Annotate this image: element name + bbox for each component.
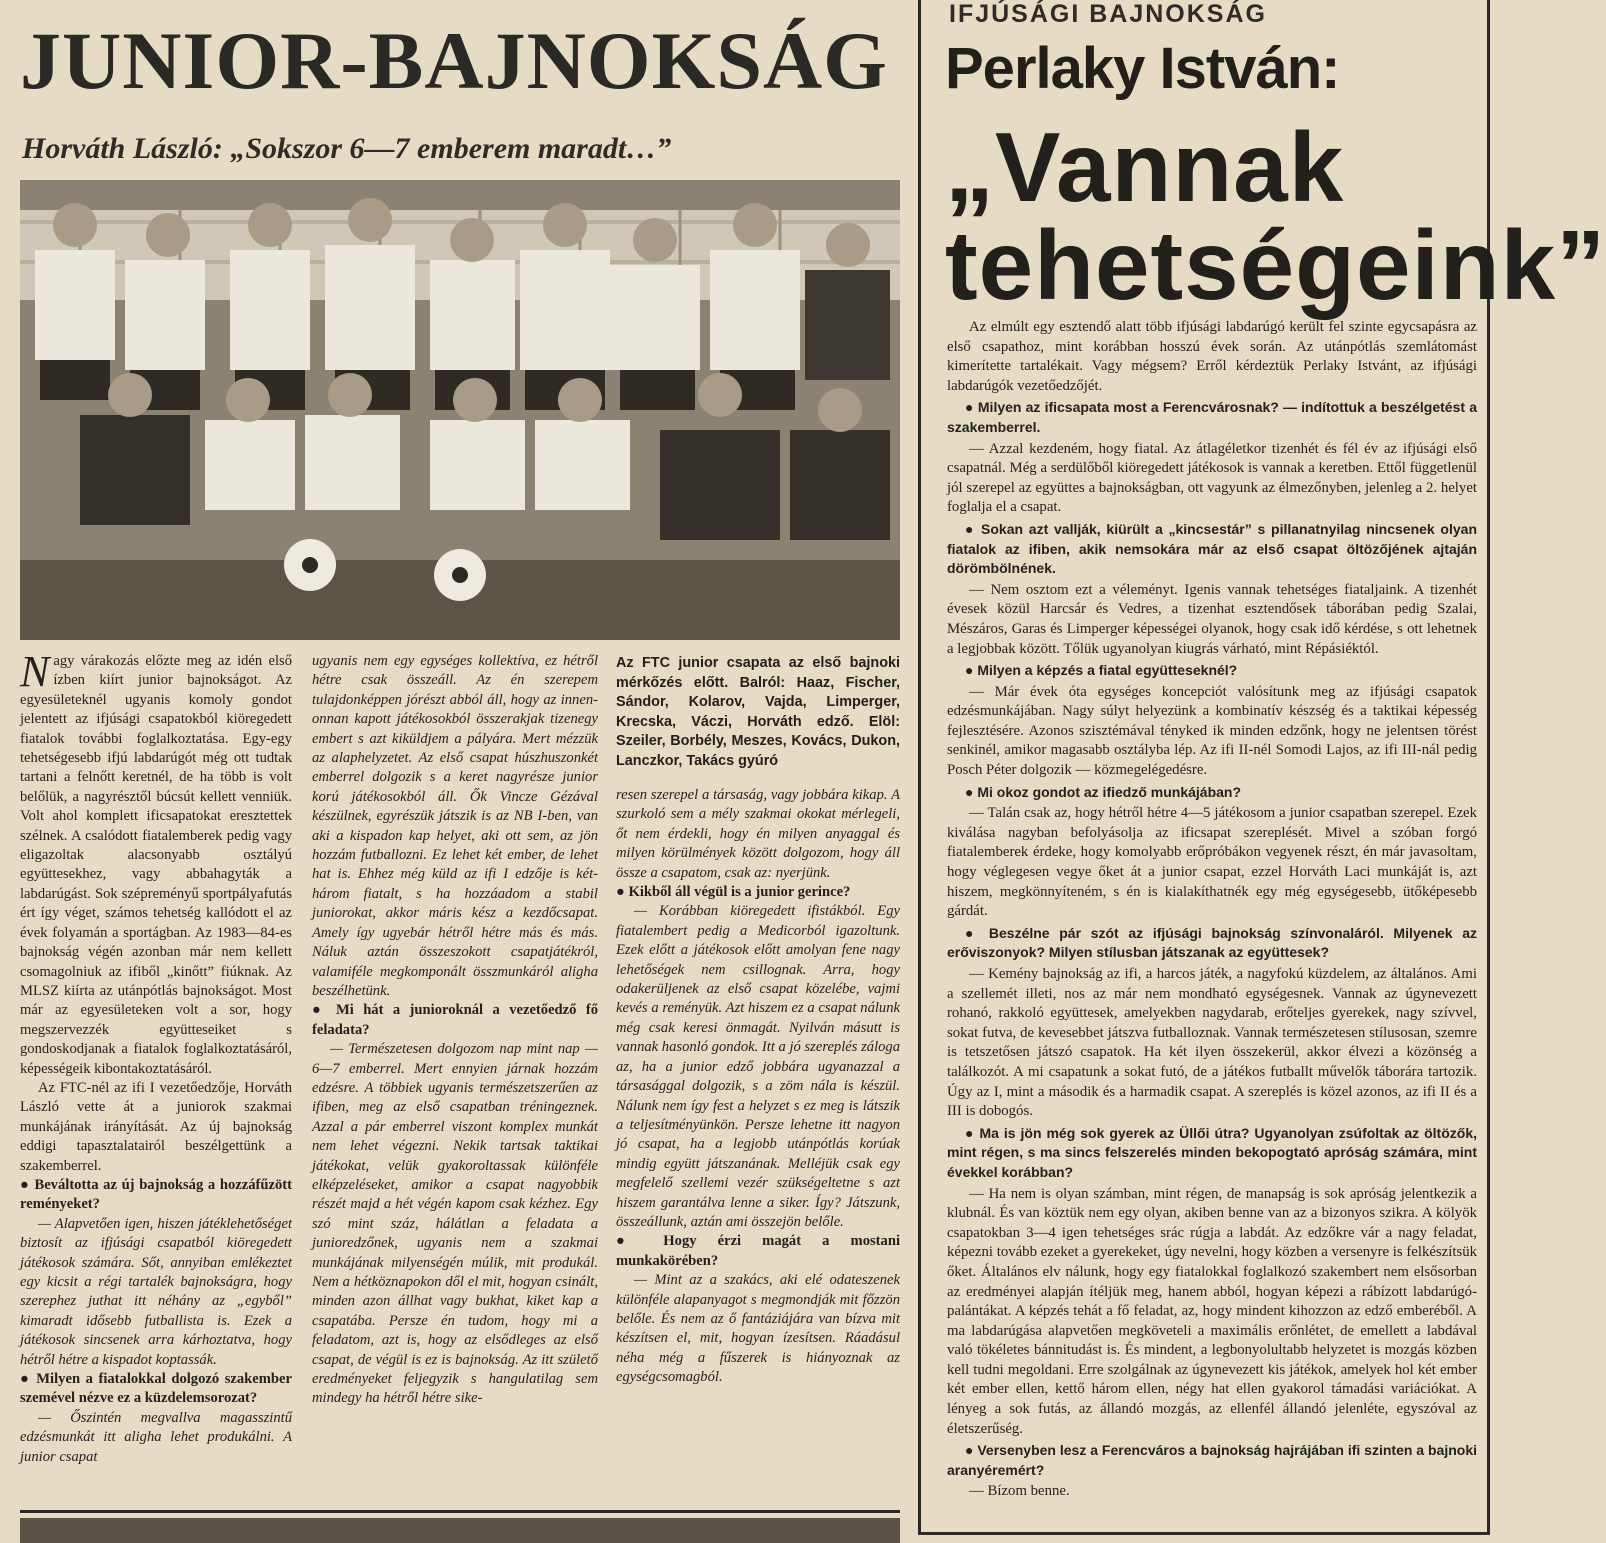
team-photo-illustration bbox=[20, 180, 900, 640]
col1-answer: — Alapvetően igen, hiszen játéklehetőséget biztosít az ifjúsági csapatból kiöregedett játékosok számára. Sőt, annyiban emlékeztet egy kicsit a régi tartalék bajnokságra, hogy szerephez juthat itt néhány az „egyből” kimaradt idősebb futballista is. Ezek a játékosok sincsenek arra kárhoztatva, hogy hétről hétre a kispadot koptassák. bbox=[20, 1215, 292, 1368]
col3-answer: — Korábban kiöregedett ifistákból. Egy fiatalembert pedig a Medicorból igazoltunk. Ezek előtt a játékosok előtt amolyan fene nagy lehetőségek nem csillognak. Arra, hogy odakerüljenek az első csapat közelébe, vajmi kevés a reményük. Azt hiszem ez a csapat nálunk még csak keresi önmagát. Nyilván másutt is vannak hasonló gondok. Itt a jó szereplés záloga az, ha a junior edző jobbára ugyanazzal a társasággal dolgozik, s a zöm nála is készül. Nálunk nem így fest a helyzet s ez meg is látszik a teljesítményünkön. Persze lehetne itt nagyon jó csapat, ha a legjobb utánpótlás korúak mindig együtt játszanának. Melléjük csak egy megfelelő szellemi vezér szükségeltetne s azt hiszem garantálva lenne a siker. Így? Játszunk, összeállunk, aztán ami összejön belőle. bbox=[616, 903, 901, 1230]
interview-question: ● Sokan azt vallják, kiürült a „kincsestár” s pillanatnyilag nincsenek olyan fiatalok az ifiben, akik nemsokára már az első csapat öltözőjének ajtaján dörömbölnének. bbox=[947, 520, 1477, 577]
interview-question: ● Beszélne pár szót az ifjúsági bajnokság színvonaláról. Milyenek az erőviszonyok? Milyen stílusban játszanak az együttesek? bbox=[947, 924, 1477, 961]
team-photo bbox=[20, 180, 900, 640]
col2-answer: — Természetesen dolgozom nap mint nap — 6—7 emberrel. Mert ennyien járnak hozzám edzésre. A többiek ugyanis természetszerűen az ifiben, meg az első csapatban tréningeznek. Azzal a pár emberrel viszont komplex munkát nem lehet végezni. Nekik tartsak taktikai játékokat, velük gyakoroltassak különféle elképzeléseket, amikor a csapat nagyobbik részét majd a hét végén kapom csak kézhez. Egy szó mint száz, hálátlan a feladata a junioredzőnek, ugyanis nem a szakmai munkájának milyenségén múlik, mit produkál. Nem a hétköznapokon dől el mit, hogyan csinált, minden azon állhat vagy bukhat, kiket kap a csapatába. Persze én tudom, hogy mi a feladatom, azt is, hogy az elsődleges az első csapat, de végül is ez is bajnokság. Az itt születő eredményeket feljegyzik s hangulatilag sem mindegy ha hétről hétre sike- bbox=[312, 1041, 598, 1407]
drop-cap: N bbox=[20, 647, 50, 696]
interview-answer: — Kemény bajnokság az ifi, a harcos játék, a nagyfokú küzdelem, az általános. Ami a szellemét illeti, nos az már nem mondható egységesnek. Vannak az úgynevezett rohanó, rakkoló együttesek, amelyekben nagydarab, erőteljes gyerekek, nagy szívvel, sokat futva, de kevesebbet játszva futballoznak. Vannak természetesen stílusosan, szemre is tetszetősen játszó csapatok. Ha két ilyen összekerül, akkor élvezi a közönség a találkozót. A mi csapatunk a sokat futó, de a játékos futballt művelők táborára tartozik. Úgy az I, mint a második és a harmadik csapat. A szereplés is közel azonos, az ifi II és a III is dobogós. bbox=[947, 966, 1477, 1120]
interview-answer: — Talán csak az, hogy hétről hétre 4—5 játékosom a junior csapatban szerepel. Ezek kiválása nagyban befolyásolja az ificsapat szereplését. Mivel a szóban forgó fiatalemberek érdeke, hogy komolyabb erőpróbákon vegyenek részt, én már javasoltam, hogy véglegesen vegye őket át a junior csapat, ezzel Horváth Laci munkáját is, azt hiszem, megkönnyíteném, s én is kialakíthatnék egy még egységesebb, ütőképesebb gárdát. bbox=[947, 805, 1477, 920]
article-headline: JUNIOR-BAJNOKSÁG bbox=[20, 15, 888, 106]
col1-question: ● Beváltotta az új bajnokság a hozzáfűzött reményeket? bbox=[20, 1176, 292, 1213]
perlaky-article bbox=[918, 0, 1606, 1535]
interview-answer: — Nem osztom ezt a véleményt. Igenis vannak tehetséges fiataljaink. A tizenhét évesek közül Harcsár és Vedres, a tizenhat esztendősek táborában pedig Szalai, Mészáros, Garas és Limperger képességei olyanok, hogy csak idő kérdése, s ott lehetnek a legjobbak között. Tőlük ugyanolyan kiugrás várható, mint Répásiéktól. bbox=[947, 581, 1477, 657]
title-line-1: Perlaky István: bbox=[945, 36, 1340, 101]
col3-question: ● Hogy érzi magát a mostani munkakörében? bbox=[616, 1233, 900, 1269]
interview-answer: — Ha nem is olyan számban, mint régen, de manapság is sok apróság jelentkezik a klubnál. És van köztük nem egy olyan, akiben benne van az a bizonyos szikra. A kölyök csapatokban 3—4 igen tehetséges srác rúgja a labdát. Az edzőkre vár a nagy feladat, képezni tovább ezeket a gyerekeket, úgy nevelni, hogy közben a versenyre is felkészítsük őket. Általános elv nálunk, hogy egy fiatalokkal foglalkozó szakembert nem elsősorban az eredményei alapján ítéljük meg, hanem abból, hogyan képezi a rábízott labdarúgó-palántákat. A képzés tehát a fő feladat, az, hogy mindent kihozzon az edző emberéből. A ma labdarúgása alapvetően megköveteli a maximális erőnlétet, de emellett a labdával való tökéletes bánnitudást is. És mindent, a legbonyolultabb helyzetet is mozgás közben kell tudni megoldani. Erre szolgálnak az úgynevezett kis játékok, amelyek hol két ember két ember ellen, kettő három ellen, négy hat ellen gyakorol támadási variációkat. A lényeg a sok futás, az állandó mozgás, az ellenfél állandó jelenléte, egyszóval az életszerűség. bbox=[947, 1185, 1478, 1437]
col2-answer: ugyanis nem egy egységes kollektíva, ez hétről hétre csak összeáll. Az én szerepem tulajdonképpen jórészt abból áll, hogy az innen-onnan kapott játékosokból összerakjak tizenegy embert s azt kiküldjem a pályára. Mert mézzük az alaphelyzetet. Az első csapat húszhuszonkét emberrel dolgozik s a keret nagyrésze junior korú játékosokból áll. Ők Vincze Gézával készülnek, egyrészük játszik is az NB I-ben, van aki a kispadon kap helyet, aki ott sem, az jön hozzám futballozni. Ez lehet két ember, de lehet hat is. Ehhez még küld az ifi I edzője is két-három fiatalt, s ha hozzáadom a stabil juniorokat, akkor máris kész a kezdőcsapat. Amely így ugyebár hétről hétre más és más. Náluk aztán összeszokott csapatjátékról, valamiféle megkomponált összmunkáról aligha beszélhetünk. bbox=[312, 653, 598, 999]
next-article-photo-strip bbox=[20, 1518, 900, 1543]
article-column-1 bbox=[20, 647, 292, 1467]
col3-question: ● Kikből áll végül is a junior gerince? bbox=[616, 884, 851, 901]
lead-paragraph: Az elmúlt egy esztendő alatt több ifjúsági labdarúgó került fel szinte egycsapásra az első csapathoz, mint korábban hosszú évek során. Az utánpótlás szemlátomást kimerítette tartalékait. Vagy mégsem? Erről kérdeztük Perlaky Istvánt, az ifjúsági labdarúgók vezetőedzőjét. bbox=[947, 319, 1477, 394]
article-subhead: Horváth László: „Sokszor 6—7 emberem maradt…” bbox=[22, 132, 672, 165]
title-line-2: „Vannak bbox=[945, 112, 1345, 222]
col1-question: ● Milyen a fiatalokkal dolgozó szakember szemével nézve ez a küzdelemsorozat? bbox=[20, 1371, 292, 1407]
interview-answer: — Már évek óta egységes koncepciót valósítunk meg az ifjúsági csapatok edzésmunkájában. Nagy súlyt helyezünk a kombinatív készség és a taktikai képesség fejlesztésére. Azonos szisztémával tényked ik minden edzőnk, hogy ne jelentsen törést senkinél, amikor magasabb osztályba lép. Az ifi II-nél Somodi Lajos, az ifi III-nál pedig Posch Péter dolgozik — közmegelégedésre. bbox=[947, 683, 1477, 779]
bottom-rule bbox=[20, 1510, 900, 1513]
interview-answer: — Azzal kezdeném, hogy fiatal. Az átlagéletkor tizenhét és fél év az ifjúsági első csapatnál. Még a serdülőből kiöregedett játékosok is vannak a keretben. Ettől függetlenül jól szerepel az együttes a bajnokságban, ott vagyunk az élmezőnyben, jelenleg a 2. helyet foglalja el a csapat. bbox=[947, 440, 1477, 516]
col3-answer: resen szerepel a társaság, vagy jobbára kikap. A szurkoló sem a mély szakmai okokat mérlegeli, őt nem érdekli, hogy én milyen anyaggal és milyen körülmények között dolgozom, hogy áll össze a csapatom, csak az: nyerjünk. bbox=[616, 787, 900, 881]
interview-question: ● Mi okoz gondot az ifiedző munkájában? bbox=[965, 783, 1242, 800]
col3-answer: — Mint az a szakács, aki elé odateszenek különféle alapanyagot s megmondják mit főzzön belőle. És nem az ő fantáziájára van bízva mit készítsen el, mit, hogyan ízesítsen. Ráadásul néha még a fűszerek is hiányoznak az egységcsomagból. bbox=[616, 1272, 900, 1386]
col1-answer: — Őszintén megvallva magasszintű edzésmunkát itt aligha lehet produkálni. A junior csapat bbox=[20, 1409, 292, 1465]
title-quote bbox=[945, 112, 1606, 320]
col2-question: ● Mi hát a junioroknál a vezetőedző fő feladata? bbox=[312, 1002, 598, 1038]
interview-body bbox=[947, 318, 1477, 1504]
section-kicker: IFJÚSÁGI BAJNOKSÁG bbox=[949, 0, 1267, 28]
interview-answer: — Bízom benne. bbox=[969, 1483, 1070, 1500]
interview-question: ● Versenyben lesz a Ferencváros a bajnokság hajrájában ifi szinten a bajnoki aranyéremért? bbox=[947, 1442, 1477, 1478]
title-line-3: tehetségeink” bbox=[945, 210, 1606, 320]
article-column-3 bbox=[616, 786, 900, 1388]
photo-caption: Az FTC junior csapata az első bajnoki mérkőzés előtt. Balról: Haaz, Fischer, Sándor, Kolarov, Vajda, Limperger, Krecska, Váczi, Horváth edző. Elöl: Szeiler, Borbély, Meszes, Kovács, Dukon, Lanczkor, Takács gyúró bbox=[616, 655, 900, 769]
interview-question: ● Ma is jön még sok gyerek az Üllői útra? Ugyanolyan zsúfoltak az öltözők, mint régen, s ma sincs felszerelés minden bekopogtató apróság számára, mint évekkel korábban? bbox=[947, 1124, 1477, 1180]
interview-question: ● Milyen az ificsapata most a Ferencvárosnak? — indítottuk a beszélgetést a szakemberrel. bbox=[947, 399, 1477, 435]
col1-paragraph: agy várakozás előzte meg az idén első ízben kiírt junior bajnokságot. Az egyesületeknél ugyanis komoly gondot jelentett az ifjúsági csapatokból kiöregedett fiatalok további foglalkoztatása. Egy-egy tehetségesebb ifjú labdarúgót még ott tudtak tartani a felnőtt keretnél, de ha több is volt belőlük, a nagyrésztől búcsút kellett venniük. Volt ahol komplett ificsapatokat eresztettek szélnek. A csalódott fiatalemberek pedig vagy eligazoltak alacsonyabb osztályú együttesekhez, vagy abbahagyták a labdarúgást. Sok szépreményű sportpályafutás ért így véget, számos tehetség kallódott el az évek folyamán a sportágban. Az 1983—84-es bajnokság végén azonban már nem kellett csomagolniuk az ifiből „kinőtt” fiúknak. Az MLSZ kiírta az utánpótlás bajnokságot. Most már az egyesületeken volt a sor, hogy megszervezzék együtteseiket s gondoskodjanak a fiatalok foglalkoztatásáról, képességeik kibontakoztatásáról. bbox=[20, 653, 292, 1077]
article-column-2 bbox=[312, 652, 598, 1409]
col1-paragraph: Az FTC-nél az ifi I vezetőedzője, Horváth László vette át a juniorok szakmai munkájának irányítását. Az új bajnokság eddigi tapasztalatairól beszélgettünk a szakemberrel. bbox=[20, 1079, 292, 1174]
interview-question: ● Milyen a képzés a fiatal együtteseknél? bbox=[965, 662, 1238, 679]
